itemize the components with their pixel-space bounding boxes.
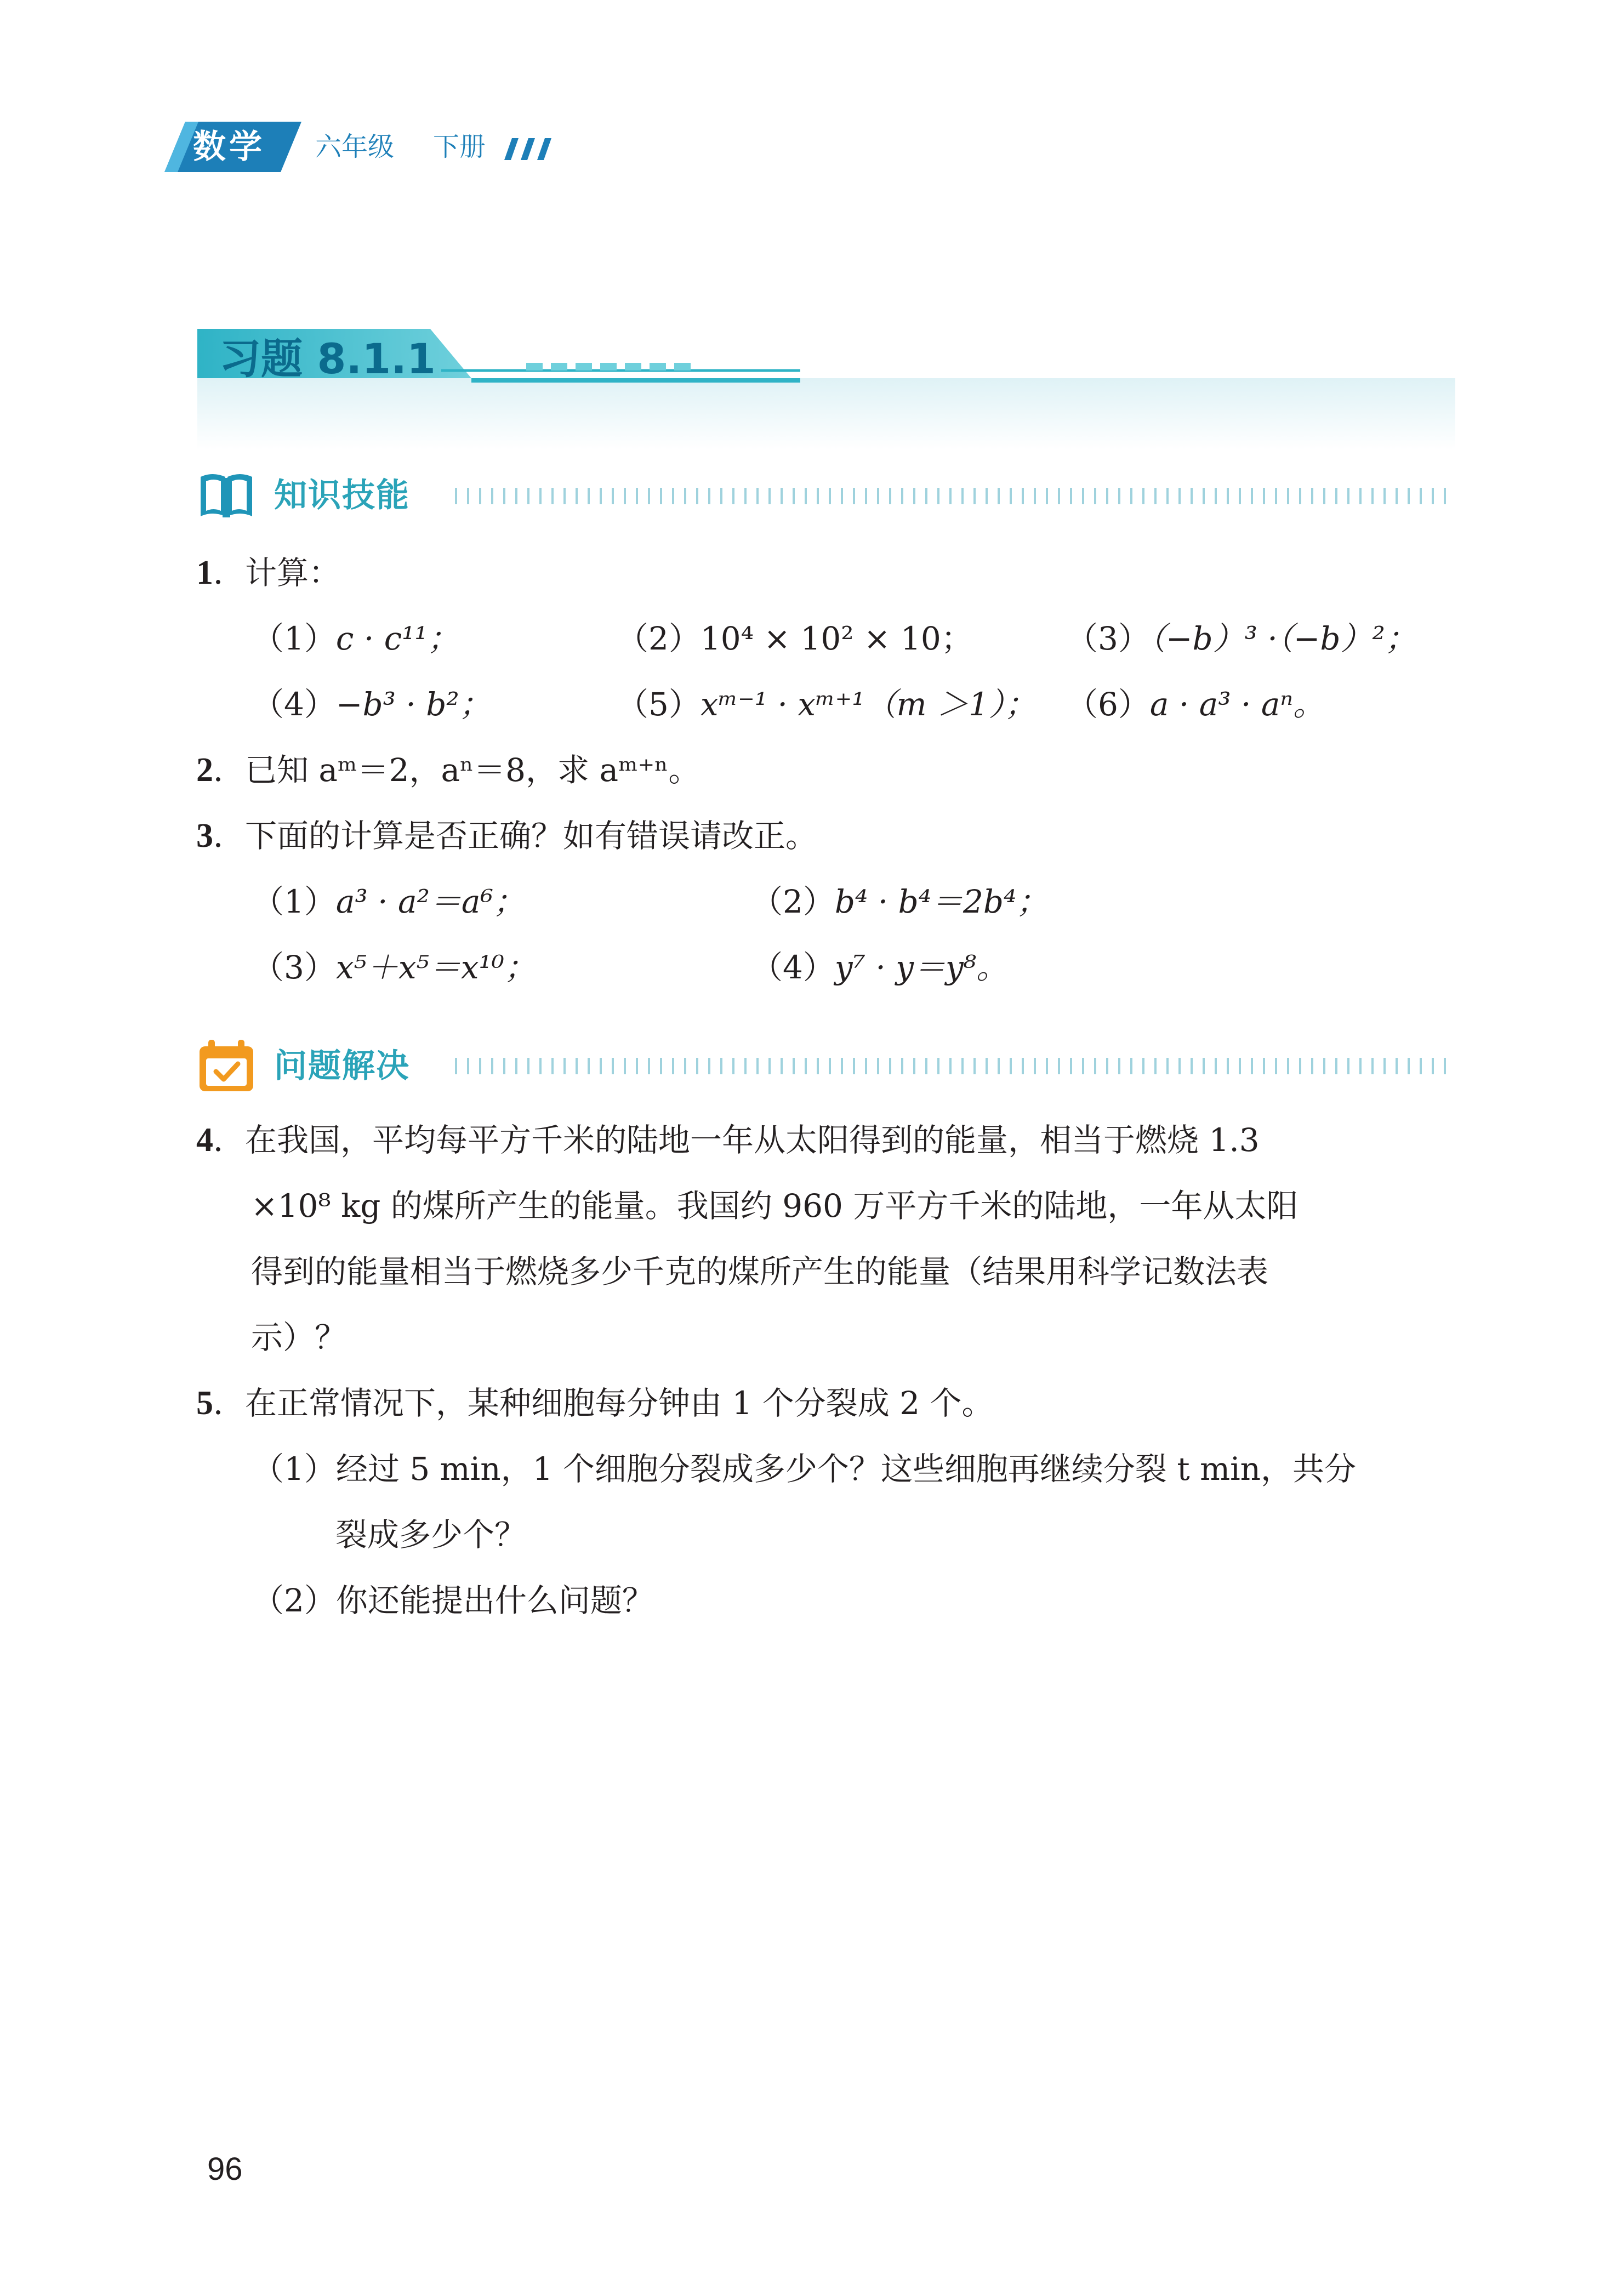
- question-2: [196, 743, 700, 797]
- item-text: 经过 5 min，1 个细胞分裂成多少个？这些细胞再继续分裂 t min，共分: [335, 1450, 1357, 1488]
- exercise-title: 习题 8.1.1: [219, 334, 436, 383]
- q3-item-3: [252, 940, 536, 995]
- item-label: （2）: [751, 883, 835, 920]
- question-text: ．在我国，平均每平方千米的陆地一年从太阳得到的能量，相当于燃烧 1.3: [213, 1121, 1260, 1159]
- subject-title: 数学: [193, 128, 265, 166]
- item-expression: （−b）³ ·（−b）²；: [1149, 620, 1417, 657]
- question-stem: ．在正常情况下，某种细胞每分钟由 1 个分裂成 2 个。: [213, 1385, 994, 1422]
- section-title-problems: 问题解决: [274, 1047, 410, 1085]
- q1-item-5: [617, 677, 1037, 732]
- item-expression: 10⁴ × 10² × 10；: [700, 620, 973, 657]
- question-number: 3: [196, 817, 213, 854]
- section-divider: [455, 488, 1453, 504]
- item-label: （1）: [252, 1450, 336, 1488]
- item-expression: a · a³ · aⁿ。: [1149, 686, 1325, 723]
- item-expression: −b³ · b²；: [335, 686, 491, 723]
- question-4-line-3: 得到的能量相当于燃烧多少千克的煤所产生的能量（结果用科学记数法表: [251, 1253, 1269, 1290]
- item-expression: b⁴ · b⁴＝2b⁴；: [834, 883, 1049, 920]
- q5-item-1-line-1: [252, 1442, 1356, 1496]
- question-number: 2: [196, 751, 213, 789]
- item-label: （2）: [617, 620, 701, 657]
- q5-item-1-line-2: 裂成多少个？: [335, 1516, 527, 1553]
- page-number: 96: [207, 2151, 243, 2187]
- q1-item-6: [1066, 677, 1325, 732]
- item-text: 你还能提出什么问题？: [335, 1582, 654, 1619]
- item-expression: a³ · a²＝a⁶；: [335, 883, 525, 920]
- item-label: （1）: [252, 620, 336, 657]
- calendar-check-icon: [196, 1039, 257, 1093]
- question-4-line-1: [196, 1113, 1260, 1167]
- item-expression: x⁵＋x⁵＝x¹⁰；: [335, 949, 537, 986]
- item-expression: xᵐ⁻¹ · xᵐ⁺¹（m ＞1）；: [700, 686, 1037, 723]
- question-3: [196, 808, 817, 863]
- question-number: 4: [196, 1121, 213, 1159]
- question-stem: ．下面的计算是否正确？如有错误请改正。: [213, 817, 818, 854]
- question-1: [196, 545, 340, 600]
- item-label: （1）: [252, 883, 336, 920]
- section-title-skills: 知识技能: [274, 476, 410, 515]
- item-label: （4）: [751, 949, 835, 986]
- q1-item-3: [1066, 611, 1417, 666]
- decorative-slashes-icon: [504, 138, 559, 160]
- q1-item-1: [252, 611, 459, 666]
- question-text: ．已知 aᵐ＝2，aⁿ＝8，求 aᵐ⁺ⁿ。: [213, 751, 701, 789]
- question-5: [196, 1376, 994, 1431]
- item-label: （2）: [252, 1582, 336, 1619]
- open-book-icon: [196, 468, 257, 523]
- grade-label: 六年级: [315, 132, 395, 162]
- question-number: 1: [196, 554, 213, 591]
- q3-item-1: [252, 874, 525, 929]
- question-4-line-4: 示）？: [251, 1319, 347, 1356]
- q5-item-2: [252, 1573, 654, 1628]
- q1-item-2: [617, 611, 973, 666]
- question-stem: ．计算：: [213, 554, 341, 591]
- item-label: （4）: [252, 686, 336, 723]
- item-label: （6）: [1066, 686, 1150, 723]
- q3-item-2: [751, 874, 1048, 929]
- section-divider: [455, 1058, 1453, 1074]
- item-label: （5）: [617, 686, 701, 723]
- volume-label: 下册: [433, 132, 486, 162]
- item-label: （3）: [252, 949, 336, 986]
- item-label: （3）: [1066, 620, 1150, 657]
- question-4-line-2: ×10⁸ kg 的煤所产生的能量。我国约 960 万平方千米的陆地，一年从太阳: [251, 1187, 1299, 1224]
- q3-item-4: [751, 940, 1008, 995]
- q1-item-4: [252, 677, 491, 732]
- question-number: 5: [196, 1385, 213, 1422]
- item-expression: y⁷ · y＝y⁸。: [834, 949, 1009, 986]
- item-expression: c · c¹¹；: [335, 620, 459, 657]
